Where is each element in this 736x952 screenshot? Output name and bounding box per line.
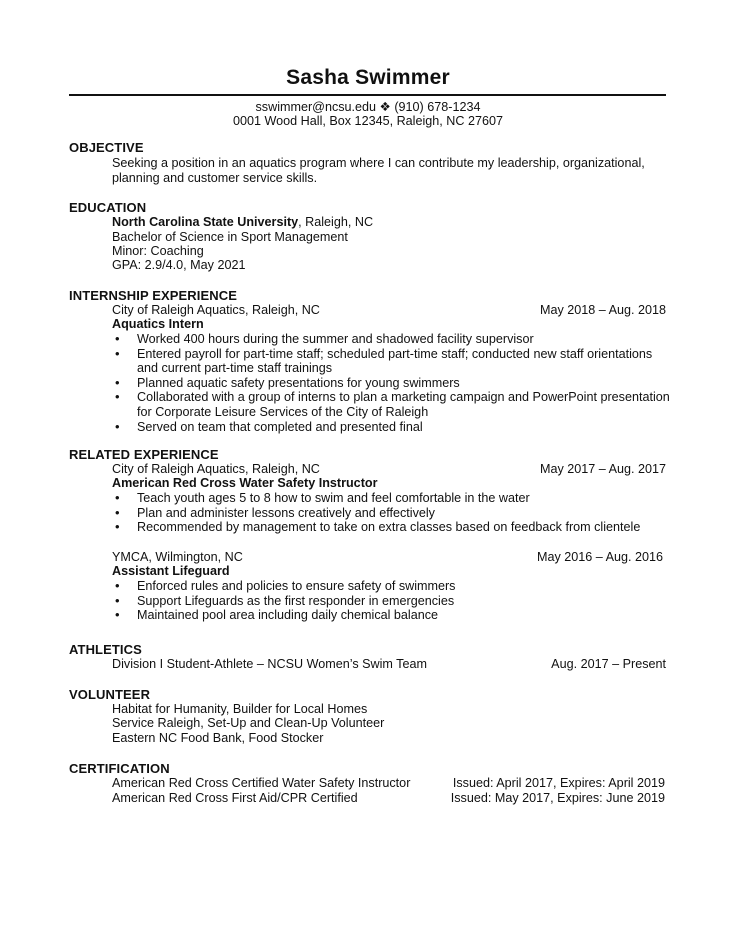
list-item: • Plan and administer lessons creatively and effectively [112,506,672,521]
list-item: • Collaborated with a group of interns to plan a marketing campaign and PowerPoint presentation for Corporate Leisure Services of the City of Raleigh [112,390,672,419]
list-item: • Teach youth ages 5 to 8 how to swim and feel comfortable in the water [112,491,672,506]
objective-heading: OBJECTIVE [69,140,144,155]
job-org: YMCA, Wilmington, NC [112,550,243,564]
list-item: • Enforced rules and policies to ensure safety of swimmers [112,579,672,594]
internship-bullets [112,332,672,434]
education-minor: Minor: Coaching [112,244,204,258]
athletics-dates: Aug. 2017 – Present [551,657,666,671]
internship-dates: May 2018 – Aug. 2018 [539,303,666,317]
athletics-heading: ATHLETICS [69,642,142,657]
objective-line: Seeking a position in an aquatics program where I can contribute my leadership, organizational, [112,156,645,170]
education-heading: EDUCATION [69,200,147,215]
certification-name: American Red Cross Certified Water Safety Instructor [112,776,411,790]
job-org: City of Raleigh Aquatics, Raleigh, NC [112,462,320,476]
volunteer-heading: VOLUNTEER [69,687,151,702]
list-item: • Entered payroll for part-time staff; scheduled part-time staff; conducted new staff orientations and current part-time staff trainings [112,347,672,376]
list-item: • Recommended by management to take on extra classes based on feedback from clientele [112,520,672,535]
candidate-name: Sasha Swimmer [286,66,450,89]
contact-address: 0001 Wood Hall, Box 12345, Raleigh, NC 27607 [232,114,503,128]
contact-email-phone: sswimmer@ncsu.edu ❖ (910) 678-1234 [255,100,481,114]
list-item: • Maintained pool area including daily chemical balance [112,608,672,623]
volunteer-item: Habitat for Humanity, Builder for Local Homes [112,702,368,716]
job-bullets [112,491,672,535]
athletics-item: Division I Student-Athlete – NCSU Women’s Swim Team [112,657,427,671]
list-item: • Worked 400 hours during the summer and shadowed facility supervisor [112,332,672,347]
job-dates: May 2016 – Aug. 2016 [536,550,663,564]
school-name: North Carolina State University [112,215,299,229]
list-item: • Support Lifeguards as the first responder in emergencies [112,594,672,609]
certification-dates: Issued: April 2017, Expires: April 2019 [452,776,665,790]
job-title: American Red Cross Water Safety Instructor [112,476,378,490]
internship-heading: INTERNSHIP EXPERIENCE [69,288,238,303]
related-heading: RELATED EXPERIENCE [69,447,219,462]
list-item: • Planned aquatic safety presentations for young swimmers [112,376,672,391]
job-dates: May 2017 – Aug. 2017 [539,462,666,476]
header-divider [69,94,666,96]
job-bullets [112,579,672,623]
certification-name: American Red Cross First Aid/CPR Certified [112,791,358,805]
internship-title: Aquatics Intern [112,317,204,331]
education-gpa: GPA: 2.9/4.0, May 2021 [112,258,246,272]
list-item: • Served on team that completed and presented final [112,420,672,435]
education-school-line [112,215,373,230]
education-degree: Bachelor of Science in Sport Management [112,230,348,244]
school-location: , Raleigh, NC [298,215,374,229]
internship-org: City of Raleigh Aquatics, Raleigh, NC [112,303,320,317]
objective-line: planning and customer service skills. [112,171,318,185]
volunteer-item: Eastern NC Food Bank, Food Stocker [112,731,324,745]
volunteer-item: Service Raleigh, Set-Up and Clean-Up Volunteer [112,716,385,730]
certification-dates: Issued: May 2017, Expires: June 2019 [450,791,665,805]
certification-heading: CERTIFICATION [69,761,170,776]
job-title: Assistant Lifeguard [112,564,230,578]
